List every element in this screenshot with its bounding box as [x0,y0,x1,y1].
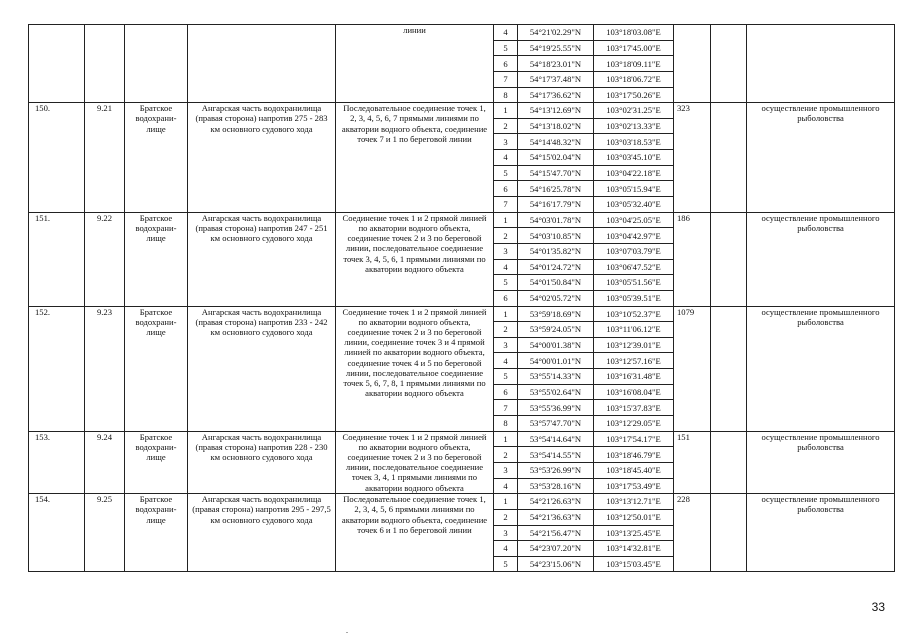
record-code-cell [85,25,125,103]
latitude-cell: 54°21'36.63"N [518,509,594,525]
document-sheet [28,24,894,592]
latitude-cell: 54°03'10.85"N [518,228,594,244]
longitude-cell: 103°12'57.16"E [594,353,674,369]
use-cell: осуществление промышленного рыболовства [747,431,895,494]
point-index-cell: 6 [494,181,518,197]
point-index-cell: 2 [494,447,518,463]
latitude-cell: 54°01'35.82"N [518,243,594,259]
point-index-cell: 4 [494,150,518,166]
blank-cell [711,212,747,306]
point-index-cell: 1 [494,212,518,228]
longitude-cell: 103°13'12.71"E [594,494,674,510]
place-cell [188,25,336,103]
latitude-cell: 54°00'01.01"N [518,353,594,369]
longitude-cell: 103°10'52.37"E [594,306,674,322]
latitude-cell: 53°59'18.69"N [518,306,594,322]
description-cell: Соединение точек 1 и 2 прямой линией по акватории водного объекта, соединение точек 2 и 3 по береговой линии, последовательное соединение точек 3, 4, 5, 6, 1 прямыми линиями по акватории водного объекта [336,212,494,306]
longitude-cell: 103°11'06.12"E [594,322,674,338]
latitude-cell: 53°55'14.33"N [518,369,594,385]
record-number-cell [29,25,85,103]
latitude-cell: 54°21'56.47"N [518,525,594,541]
reservoir-cell: Братское водохрани-лище [125,494,188,572]
reservoir-cell: Братское водохрани-лище [125,306,188,431]
latitude-cell: 53°57'47.70"N [518,416,594,432]
latitude-cell: 54°01'24.72"N [518,259,594,275]
blank-cell [711,494,747,572]
longitude-cell: 103°03'18.53"E [594,134,674,150]
latitude-cell: 54°13'18.02"N [518,118,594,134]
longitude-cell: 103°05'32.40"E [594,197,674,213]
longitude-cell: 103°12'39.01"E [594,337,674,353]
record-number-cell: 153. [29,431,85,494]
latitude-cell: 54°18'23.01"N [518,56,594,72]
point-index-cell: 5 [494,369,518,385]
longitude-cell: 103°18'09.11"E [594,56,674,72]
longitude-cell: 103°17'45.00"E [594,40,674,56]
record-number-cell: 150. [29,103,85,212]
latitude-cell: 54°17'37.48"N [518,71,594,87]
latitude-cell: 54°21'26.63"N [518,494,594,510]
latitude-cell: 54°14'48.32"N [518,134,594,150]
place-cell: Ангарская часть водохранилища (правая сторона) напротив 233 - 242 км основного судового хода [188,306,336,431]
latitude-cell: 54°00'01.38"N [518,337,594,353]
longitude-cell: 103°05'39.51"E [594,290,674,306]
longitude-cell: 103°18'06.72"E [594,71,674,87]
latitude-cell: 53°55'02.64"N [518,384,594,400]
place-cell: Ангарская часть водохранилища (правая сторона) напротив 295 - 297,5 км основного судового хода [188,494,336,572]
longitude-cell: 103°18'45.40"E [594,462,674,478]
blank-cell [711,103,747,212]
latitude-cell: 54°15'02.04"N [518,150,594,166]
record-code-cell: 9.23 [85,306,125,431]
record-code-cell: 9.21 [85,103,125,212]
latitude-cell: 53°59'24.05"N [518,322,594,338]
area-cell: 186 [674,212,711,306]
area-cell: 228 [674,494,711,572]
table-row [29,431,895,447]
point-index-cell: 6 [494,384,518,400]
table-row [29,212,895,228]
reservoir-cell: Братское водохрани-лище [125,212,188,306]
point-index-cell: 8 [494,87,518,103]
description-cell: Соединение точек 1 и 2 прямой линией по акватории водного объекта, соединение точек 2 и 3 по береговой линии, соединение точек 3 и 4 прямой линией по акватории водного объекта, соединение точек 4 и 5 по береговой линии, последовательное соединение точек 5, 6, 7, 8, 1 прямыми линиями по акватории водного объекта [336,306,494,431]
latitude-cell: 54°13'12.69"N [518,103,594,119]
latitude-cell: 53°55'36.99"N [518,400,594,416]
point-index-cell: 5 [494,275,518,291]
point-index-cell: 4 [494,259,518,275]
point-index-cell: 4 [494,541,518,557]
point-index-cell: 4 [494,25,518,41]
point-index-cell: 7 [494,71,518,87]
point-index-cell: 2 [494,509,518,525]
point-index-cell: 2 [494,118,518,134]
record-code-cell: 9.22 [85,212,125,306]
record-number-cell: 154. [29,494,85,572]
point-index-cell: 3 [494,462,518,478]
use-cell [747,25,895,103]
use-cell: осуществление промышленного рыболовства [747,494,895,572]
longitude-cell: 103°12'29.05"E [594,416,674,432]
point-index-cell: 4 [494,353,518,369]
latitude-cell: 54°16'17.79"N [518,197,594,213]
latitude-cell: 54°16'25.78"N [518,181,594,197]
longitude-cell: 103°12'50.01"E [594,509,674,525]
latitude-cell: 53°53'28.16"N [518,478,594,494]
latitude-cell: 53°54'14.64"N [518,431,594,447]
latitude-cell: 54°23'07.20"N [518,541,594,557]
latitude-cell: 54°21'02.29"N [518,25,594,41]
longitude-cell: 103°17'50.26"E [594,87,674,103]
latitude-cell: 54°01'50.84"N [518,275,594,291]
place-cell: Ангарская часть водохранилища (правая сторона) напротив 228 - 230 км основного судового хода [188,431,336,494]
longitude-cell: 103°15'37.83"E [594,400,674,416]
point-index-cell: 3 [494,134,518,150]
table-row [29,25,895,41]
longitude-cell: 103°03'45.10"E [594,150,674,166]
longitude-cell: 103°07'03.79"E [594,243,674,259]
longitude-cell: 103°13'25.45"E [594,525,674,541]
use-cell: осуществление промышленного рыболовства [747,306,895,431]
fishing-areas-table [28,24,895,572]
point-index-cell: 4 [494,478,518,494]
table-row [29,494,895,510]
point-index-cell: 3 [494,337,518,353]
latitude-cell: 54°23'15.06"N [518,556,594,572]
latitude-cell: 54°15'47.70"N [518,165,594,181]
point-index-cell: 1 [494,431,518,447]
description-cell: Соединение точек 1 и 2 прямой линией по акватории водного объекта, соединение точек 2 и 3 по береговой линии, последовательное соединение точек 3, 4, 1 прямыми линиями по акватории водного объекта [336,431,494,494]
longitude-cell: 103°15'03.45"E [594,556,674,572]
longitude-cell: 103°02'13.33"E [594,118,674,134]
blank-cell [711,431,747,494]
point-index-cell: 7 [494,197,518,213]
latitude-cell: 54°02'05.72"N [518,290,594,306]
point-index-cell: 2 [494,322,518,338]
latitude-cell: 54°03'01.78"N [518,212,594,228]
description-cell: Последовательное соединение точек 1, 2, 3, 4, 5, 6 прямыми линиями по акватории водного объекта, соединение точек 6 и 1 по береговой линии [336,494,494,572]
longitude-cell: 103°04'42.97"E [594,228,674,244]
point-index-cell: 8 [494,416,518,432]
point-index-cell: 5 [494,556,518,572]
longitude-cell: 103°02'31.25"E [594,103,674,119]
table-row [29,103,895,119]
place-cell: Ангарская часть водохранилища (правая сторона) напротив 275 - 283 км основного судового хода [188,103,336,212]
record-code-cell: 9.25 [85,494,125,572]
longitude-cell: 103°14'32.81"E [594,541,674,557]
longitude-cell: 103°18'46.79"E [594,447,674,463]
use-cell: осуществление промышленного рыболовства [747,103,895,212]
table-body [29,25,895,572]
longitude-cell: 103°16'08.04"E [594,384,674,400]
point-index-cell: 6 [494,56,518,72]
longitude-cell: 103°05'15.94"E [594,181,674,197]
area-cell: 1079 [674,306,711,431]
place-cell: Ангарская часть водохранилища (правая сторона) напротив 247 - 251 км основного судового хода [188,212,336,306]
point-index-cell: 1 [494,306,518,322]
reservoir-cell [125,25,188,103]
point-index-cell: 6 [494,290,518,306]
point-index-cell: 3 [494,243,518,259]
point-index-cell: 5 [494,40,518,56]
longitude-cell: 103°17'53.49"E [594,478,674,494]
longitude-cell: 103°17'54.17"E [594,431,674,447]
use-cell: осуществление промышленного рыболовства [747,212,895,306]
longitude-cell: 103°06'47.52"E [594,259,674,275]
point-index-cell: 3 [494,525,518,541]
blank-cell [711,306,747,431]
longitude-cell: 103°16'31.48"E [594,369,674,385]
point-index-cell: 5 [494,165,518,181]
area-cell [674,25,711,103]
longitude-cell: 103°05'51.56"E [594,275,674,291]
point-index-cell: 1 [494,103,518,119]
description-cell: Последовательное соединение точек 1, 2, 3, 4, 5, 6, 7 прямыми линиями по акватории водного объекта, соединение точек 7 и 1 по береговой линии [336,103,494,212]
table-row [29,306,895,322]
latitude-cell: 53°54'14.55"N [518,447,594,463]
reservoir-cell: Братское водохрани-лище [125,431,188,494]
page-number: 33 [871,600,885,614]
longitude-cell: 103°18'03.08"E [594,25,674,41]
record-number-cell: 151. [29,212,85,306]
description-cell: линии [336,25,494,103]
latitude-cell: 53°53'26.99"N [518,462,594,478]
area-cell: 151 [674,431,711,494]
record-code-cell: 9.24 [85,431,125,494]
latitude-cell: 54°19'25.55"N [518,40,594,56]
scan-mark: . [346,626,348,635]
longitude-cell: 103°04'22.18"E [594,165,674,181]
point-index-cell: 1 [494,494,518,510]
blank-cell [711,25,747,103]
point-index-cell: 7 [494,400,518,416]
point-index-cell: 2 [494,228,518,244]
longitude-cell: 103°04'25.05"E [594,212,674,228]
reservoir-cell: Братское водохрани-лище [125,103,188,212]
record-number-cell: 152. [29,306,85,431]
area-cell: 323 [674,103,711,212]
latitude-cell: 54°17'36.62"N [518,87,594,103]
